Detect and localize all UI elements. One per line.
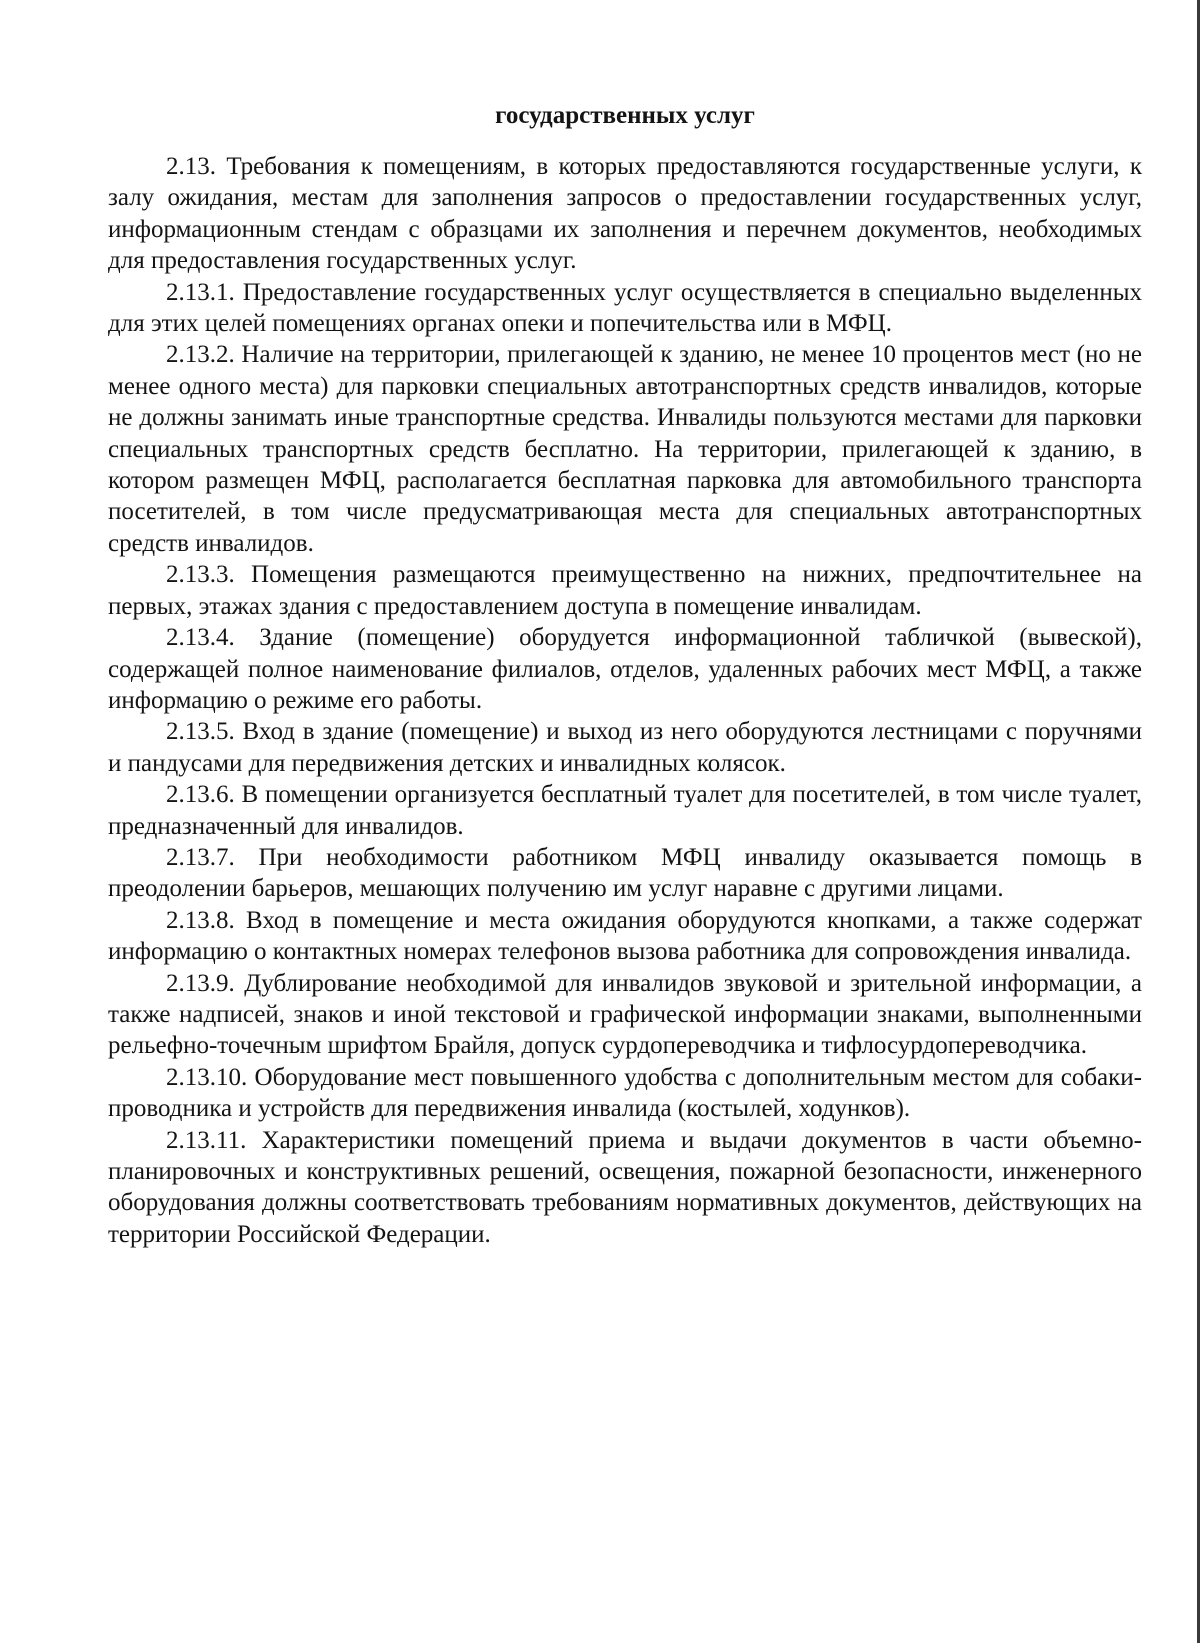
document-body (108, 100, 1142, 1250)
paragraph-2-13-8: 2.13.8. Вход в помещение и места ожидания оборудуются кнопками, а также содержат информацию о контактных номерах телефонов вызова работника для сопровождения инвалида. (108, 906, 1142, 966)
paragraph-2-13-4: 2.13.4. Здание (помещение) оборудуется информационной табличкой (вывеской), содержащей полное наименование филиалов, отделов, удаленных рабочих мест МФЦ, а также информацию о режиме его работы. (108, 624, 1142, 714)
paragraph-2-13-5: 2.13.5. Вход в здание (помещение) и выход из него оборудуются лестницами с поручнями и пандусами для передвижения детских и инвалидных колясок. (108, 718, 1142, 777)
paragraph-2-13-2: 2.13.2. Наличие на территории, прилегающей к зданию, не менее 10 процентов мест (но не менее одного места) для парковки специальных автотранспортных средств инвалидов, которые не должны занимать иные транспортные средства. Инвалиды пользуются местами для парковки специальных транспортных средств бесплатно. На территории, прилегающей к зданию, в котором размещен МФЦ, располагается бесплатная парковка для автомобильного транспорта посетителей, в том числе предусматривающая места для специальных автотранспортных средств инвалидов. (108, 341, 1142, 557)
paragraph-2-13-11: 2.13.11. Характеристики помещений приема и выдачи документов в части объемно-планировочных и конструктивных решений, освещения, пожарной безопасности, инженерного оборудования должны соответствовать требованиям нормативных документов, действующих на территории Российской Федерации. (108, 1126, 1142, 1248)
paragraph-2-13-6: 2.13.6. В помещении организуется бесплатный туалет для посетителей, в том числе туалет, предназначенный для инвалидов. (108, 781, 1142, 840)
paragraph-2-13-10: 2.13.10. Оборудование мест повышенного удобства с дополнительным местом для собаки-проводника и устройств для передвижения инвалида (костылей, ходунков). (108, 1063, 1142, 1123)
paragraph-2-13-7: 2.13.7. При необходимости работником МФЦ инвалиду оказывается помощь в преодолении барьеров, мешающих получению им услуг наравне с другими лицами. (108, 843, 1142, 903)
paragraph-2-13: 2.13. Требования к помещениям, в которых предоставляются государственные услуги, к залу ожидания, местам для заполнения запросов о предоставлении государственных услуг, информационным стендам с образцами их заполнения и перечнем документов, необходимых для предоставления государственных услуг. (108, 153, 1142, 275)
paragraph-2-13-1: 2.13.1. Предоставление государственных услуг осуществляется в специально выделенных для этих целей помещениях органах опеки и попечительства или в МФЦ. (108, 278, 1142, 338)
paragraph-2-13-3: 2.13.3. Помещения размещаются преимущественно на нижних, предпочтительнее на первых, этажах здания с предоставлением доступа в помещение инвалидам. (108, 561, 1142, 620)
paragraph-2-13-9: 2.13.9. Дублирование необходимой для инвалидов звуковой и зрительной информации, а также надписей, знаков и иной текстовой и графической информации знаками, выполненными рельефно-точечным шрифтом Брайля, допуск сурдопереводчика и тифлосурдопереводчика. (108, 969, 1142, 1060)
section-heading: государственных услуг (495, 102, 755, 129)
